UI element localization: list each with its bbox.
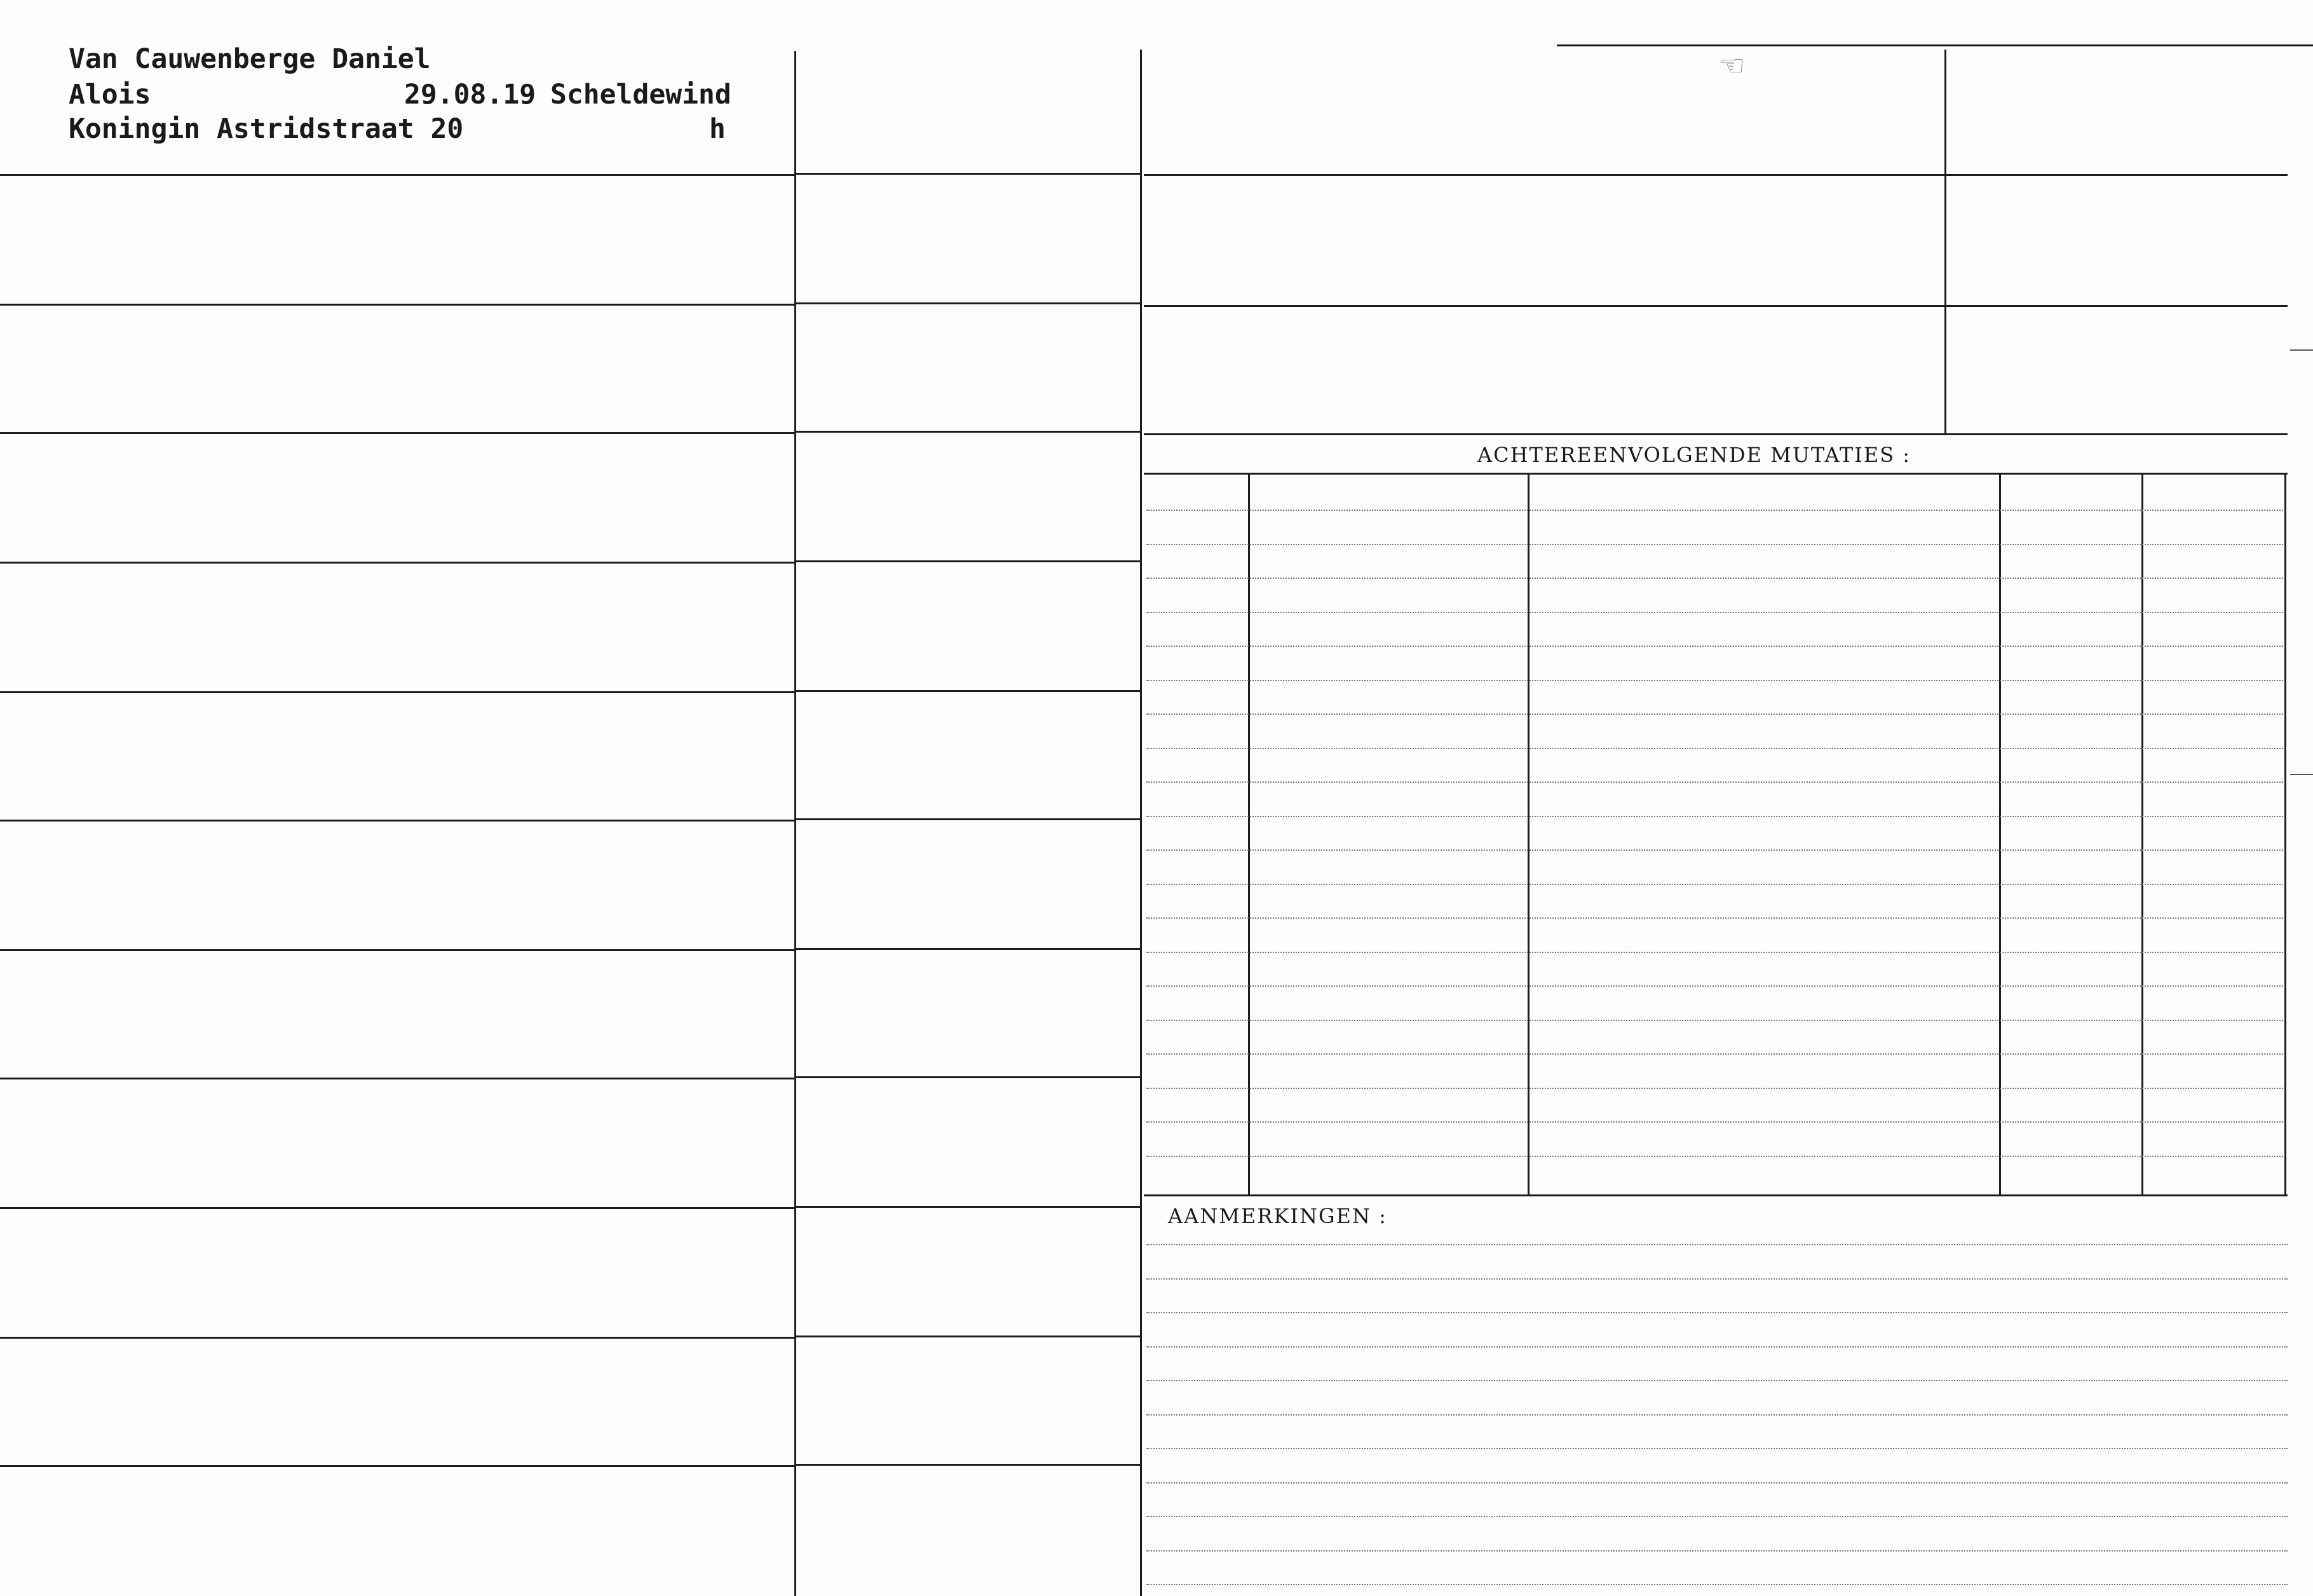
right-row-line-1 bbox=[1144, 174, 2288, 176]
middle-row-line-7 bbox=[796, 948, 1141, 950]
left-row-line-5 bbox=[0, 691, 796, 693]
middle-row-line-9 bbox=[796, 1206, 1141, 1208]
middle-row-line-8 bbox=[796, 1076, 1141, 1078]
birth-date: 29.08.19 bbox=[404, 79, 536, 111]
right-top-divider bbox=[1944, 50, 1946, 433]
mutation-dotted-row bbox=[1146, 1121, 2285, 1123]
left-column-divider bbox=[794, 51, 796, 1596]
middle-row-line-3 bbox=[796, 431, 1141, 433]
mutation-dotted-row bbox=[1146, 985, 2285, 987]
left-row-line-3 bbox=[0, 432, 796, 434]
mutation-dotted-row bbox=[1146, 781, 2285, 783]
remark-dotted-row bbox=[1146, 1244, 2288, 1245]
remark-dotted-row bbox=[1146, 1516, 2288, 1517]
mutations-bottom-line bbox=[1144, 1194, 2288, 1196]
mutation-dotted-row bbox=[1146, 544, 2285, 545]
remark-dotted-row bbox=[1146, 1584, 2288, 1585]
middle-row-line-5 bbox=[796, 690, 1141, 692]
left-row-line-11 bbox=[0, 1465, 796, 1467]
mutation-dotted-row bbox=[1146, 1053, 2285, 1055]
mutations-top-line bbox=[1144, 473, 2288, 475]
remark-dotted-row bbox=[1146, 1414, 2288, 1416]
edge-tick bbox=[2290, 349, 2313, 351]
middle-row-line-10 bbox=[796, 1336, 1141, 1337]
name-line: Van Cauwenberge Daniel bbox=[69, 43, 431, 75]
street-address: Koningin Astridstraat 20 bbox=[69, 113, 464, 145]
mutation-dotted-row bbox=[1146, 952, 2285, 953]
middle-column-divider bbox=[1140, 50, 1142, 1596]
mutation-dotted-row bbox=[1146, 748, 2285, 749]
mutation-dotted-row bbox=[1146, 510, 2285, 511]
remark-dotted-row bbox=[1146, 1346, 2288, 1348]
mutation-dotted-row bbox=[1146, 1020, 2285, 1021]
edge-tick bbox=[2290, 774, 2313, 775]
middle-row-line-4 bbox=[796, 560, 1141, 562]
left-row-line-10 bbox=[0, 1337, 796, 1339]
middle-row-line-6 bbox=[796, 818, 1141, 820]
left-row-line-4 bbox=[0, 562, 796, 564]
mutation-dotted-row bbox=[1146, 646, 2285, 647]
middle-row-line-2 bbox=[796, 302, 1141, 304]
mutations-header: ACHTEREENVOLGENDE MUTATIES : bbox=[1477, 443, 1911, 467]
left-row-line-8 bbox=[0, 1078, 796, 1079]
remark-dotted-row bbox=[1146, 1312, 2288, 1313]
mutation-dotted-row bbox=[1146, 816, 2285, 817]
left-row-line-1 bbox=[0, 174, 796, 176]
left-row-line-9 bbox=[0, 1207, 796, 1209]
mutation-dotted-row bbox=[1146, 884, 2285, 885]
remark-dotted-row bbox=[1146, 1482, 2288, 1484]
left-row-line-7 bbox=[0, 949, 796, 951]
pointing-hand-icon: ☜ bbox=[1719, 48, 1746, 83]
mutation-dotted-row bbox=[1146, 713, 2285, 715]
middle-row-line-11 bbox=[796, 1464, 1141, 1466]
middle-row-line-1 bbox=[796, 173, 1141, 175]
first-name: Alois bbox=[69, 79, 151, 111]
top-border-line bbox=[1557, 44, 2313, 46]
mutation-dotted-row bbox=[1146, 612, 2285, 613]
remarks-header: AANMERKINGEN : bbox=[1168, 1204, 1387, 1228]
mutation-dotted-row bbox=[1146, 849, 2285, 851]
left-row-line-2 bbox=[0, 304, 796, 306]
birth-place: Scheldewind bbox=[550, 79, 731, 111]
remark-dotted-row bbox=[1146, 1448, 2288, 1449]
address-suffix: h bbox=[709, 113, 726, 145]
mutation-dotted-row bbox=[1146, 917, 2285, 919]
right-row-line-2 bbox=[1144, 305, 2288, 307]
mutation-dotted-row bbox=[1146, 680, 2285, 681]
right-row-line-3 bbox=[1144, 433, 2288, 435]
left-row-line-6 bbox=[0, 820, 796, 822]
remark-dotted-row bbox=[1146, 1550, 2288, 1552]
mutation-dotted-row bbox=[1146, 1088, 2285, 1089]
remark-dotted-row bbox=[1146, 1380, 2288, 1381]
mutation-dotted-row bbox=[1146, 578, 2285, 579]
mutation-dotted-row bbox=[1146, 1156, 2285, 1157]
remark-dotted-row bbox=[1146, 1278, 2288, 1280]
